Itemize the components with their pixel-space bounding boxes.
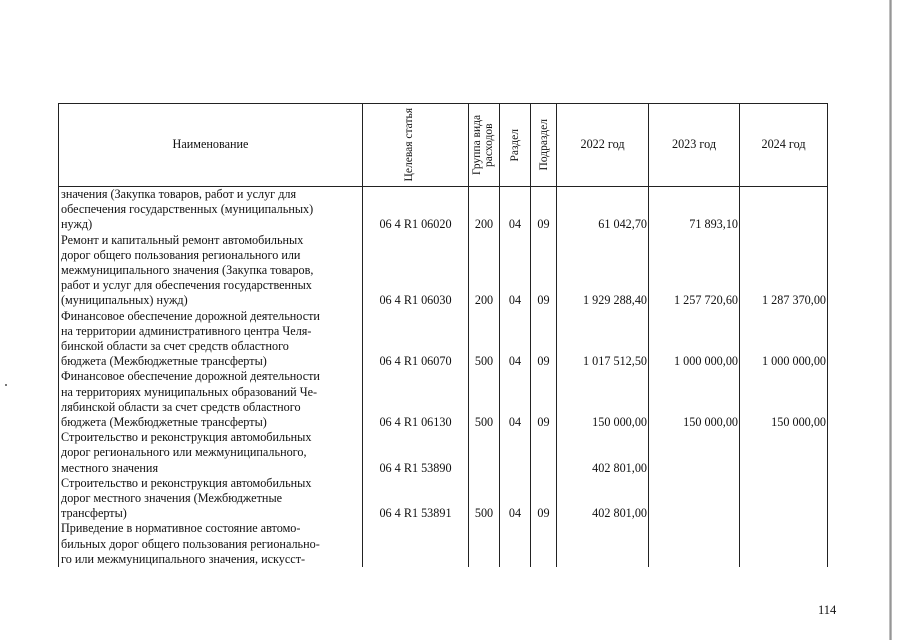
row-group: 500 <box>469 309 500 370</box>
name-line: Приведение в нормативное состояние автомо- <box>61 521 301 536</box>
row-group <box>469 521 500 567</box>
row-name <box>59 476 363 522</box>
row-2022: 1 017 512,50 <box>557 309 649 370</box>
table-row <box>59 430 828 476</box>
table-row <box>59 233 828 309</box>
scan-edge <box>889 0 892 640</box>
row-2022: 61 042,70 <box>557 187 649 233</box>
row-2023: 1 257 720,60 <box>649 233 740 309</box>
row-code: 06 4 R1 06070 <box>363 309 469 370</box>
name-line: Финансовое обеспечение дорожной деятельности <box>61 308 320 323</box>
row-subsection: 09 <box>531 369 557 430</box>
row-2024 <box>740 476 828 522</box>
header-section <box>500 104 531 187</box>
row-section: 04 <box>500 369 531 430</box>
row-group: 200 <box>469 233 500 309</box>
row-2024 <box>740 430 828 476</box>
header-2024: 2024 год <box>740 104 828 187</box>
row-section <box>500 430 531 476</box>
header-section-text: Раздел <box>509 128 521 162</box>
row-2022: 1 929 288,40 <box>557 233 649 309</box>
row-2022: 150 000,00 <box>557 369 649 430</box>
table-row <box>59 187 828 233</box>
row-code: 06 4 R1 06130 <box>363 369 469 430</box>
name-line: го или межмуниципального значения, искусст- <box>61 551 306 566</box>
row-subsection: 09 <box>531 187 557 233</box>
row-2023 <box>649 521 740 567</box>
name-line: (муниципальных) нужд) <box>61 293 188 308</box>
name-line: Ремонт и капитальный ремонт автомобильных <box>61 232 304 247</box>
row-subsection <box>531 430 557 476</box>
row-name <box>59 369 363 430</box>
table-row <box>59 369 828 430</box>
name-line: бинской области за счет средств областного <box>61 339 289 354</box>
row-2023 <box>649 430 740 476</box>
header-group-text: Группа вида расходов <box>471 114 495 176</box>
name-line: бильных дорог общего пользования регионально- <box>61 536 320 551</box>
name-line: дорог общего пользования регионального или <box>61 247 301 262</box>
header-group <box>469 104 500 187</box>
scan-speck <box>5 384 7 386</box>
row-section: 04 <box>500 309 531 370</box>
row-name <box>59 233 363 309</box>
header-name: Наименование <box>59 104 363 187</box>
name-line: бюджета (Межбюджетные трансферты) <box>61 354 267 369</box>
row-group: 500 <box>469 476 500 522</box>
row-2023: 71 893,10 <box>649 187 740 233</box>
row-subsection <box>531 521 557 567</box>
name-line: лябинской области за счет средств областного <box>61 399 301 414</box>
row-group <box>469 430 500 476</box>
row-2022 <box>557 521 649 567</box>
name-line: дорог регионального или межмуниципального, <box>61 445 307 460</box>
name-line: Строительство и реконструкция автомобильных <box>61 475 312 490</box>
row-2022: 402 801,00 <box>557 476 649 522</box>
name-line: Финансовое обеспечение дорожной деятельности <box>61 369 320 384</box>
row-code: 06 4 R1 53891 <box>363 476 469 522</box>
header-subsection <box>531 104 557 187</box>
row-group: 500 <box>469 369 500 430</box>
row-subsection: 09 <box>531 233 557 309</box>
header-target-text: Целевая статья <box>402 108 415 182</box>
row-name <box>59 187 363 233</box>
row-group: 200 <box>469 187 500 233</box>
name-line: обеспечения государственных (муниципальных) <box>61 202 314 217</box>
row-name <box>59 430 363 476</box>
header-target <box>363 104 469 187</box>
name-line: работ и услуг для обеспечения государственных <box>61 278 312 293</box>
row-2023 <box>649 476 740 522</box>
row-code: 06 4 R1 06020 <box>363 187 469 233</box>
row-section: 04 <box>500 233 531 309</box>
name-line: межмуниципального значения (Закупка товаров, <box>61 263 314 278</box>
row-subsection: 09 <box>531 476 557 522</box>
name-line: бюджета (Межбюджетные трансферты) <box>61 415 267 430</box>
row-2023: 1 000 000,00 <box>649 309 740 370</box>
row-code: 06 4 R1 06030 <box>363 233 469 309</box>
budget-table <box>58 103 828 567</box>
row-name <box>59 309 363 370</box>
row-subsection: 09 <box>531 309 557 370</box>
table-row <box>59 476 828 522</box>
table-row <box>59 521 828 567</box>
name-line: на территории административного центра Челя- <box>61 323 312 338</box>
row-code <box>363 521 469 567</box>
row-code: 06 4 R1 53890 <box>363 430 469 476</box>
row-2024: 150 000,00 <box>740 369 828 430</box>
row-name <box>59 521 363 567</box>
row-section: 04 <box>500 187 531 233</box>
name-line: трансферты) <box>61 506 127 521</box>
row-section <box>500 521 531 567</box>
row-2023: 150 000,00 <box>649 369 740 430</box>
name-line: нужд) <box>61 217 93 232</box>
header-2023: 2023 год <box>649 104 740 187</box>
row-2024 <box>740 521 828 567</box>
name-line: значения (Закупка товаров, работ и услуг для <box>61 187 297 201</box>
header-subsection-text: Подраздел <box>537 119 550 171</box>
name-line: на территориях муниципальных образований Че- <box>61 384 318 399</box>
row-section: 04 <box>500 476 531 522</box>
row-2024: 1 287 370,00 <box>740 233 828 309</box>
header-2022: 2022 год <box>557 104 649 187</box>
name-line: Строительство и реконструкция автомобильных <box>61 430 312 445</box>
page-number: 114 <box>818 603 837 617</box>
row-2022: 402 801,00 <box>557 430 649 476</box>
table-row <box>59 309 828 370</box>
row-2024: 1 000 000,00 <box>740 309 828 370</box>
name-line: местного значения <box>61 460 159 475</box>
name-line: дорог местного значения (Межбюджетные <box>61 491 283 506</box>
table-header-row <box>59 104 828 187</box>
row-2024 <box>740 187 828 233</box>
